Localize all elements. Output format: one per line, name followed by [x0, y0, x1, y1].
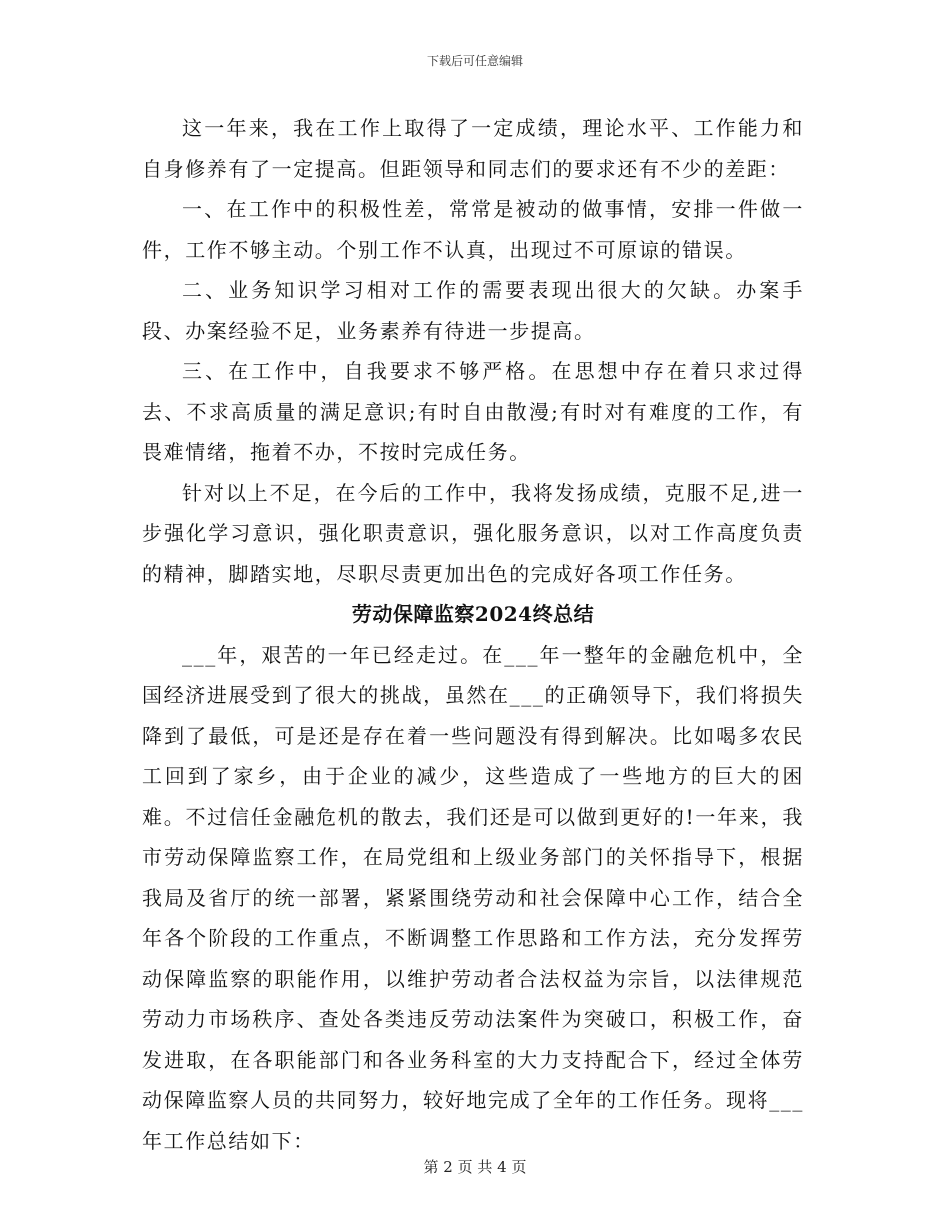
- paragraph-improvement: 针对以上不足，在今后的工作中，我将发扬成绩，克服不足,进一步强化学习意识，强化职责意识，强化服务意识，以对工作高度负责的精神，脚踏实地，尽职尽责更加出色的完成好各项工作任务。: [142, 480, 804, 586]
- section-title: 劳动保障监察2024终总结: [351, 602, 595, 626]
- page-number: 第 2 页 共 4 页: [423, 1158, 527, 1176]
- paragraph-point-2: 二、业务知识学习相对工作的需要表现出很大的欠缺。办案手段、办案经验不足，业务素养有待进一步提高。: [142, 278, 804, 343]
- paragraph-point-1: 一、在工作中的积极性差，常常是被动的做事情，安排一件做一件，工作不够主动。个别工作不认真，出现过不可原谅的错误。: [142, 197, 804, 262]
- header-note: 下载后可任意编辑: [426, 54, 523, 68]
- paragraph-summary: ___年，艰苦的一年已经走过。在___年一整年的金融危机中，全国经济进展受到了很大的挑战，虽然在___的正确领导下，我们将损失降到了最低，可是还是存在着一些问题没有得到解决。比如喝多农民工回到了家乡，由于企业的减少，这些造成了一些地方的巨大的困难。不过信任金融危机的散去，我们还是可以做到更好的!一年来，我市劳动保障监察工作，在局党组和上级业务部门的关怀指导下，根据我局及省厅的统一部署，紧紧围绕劳动和社会保障中心工作，结合全年各个阶段的工作重点，不断调整工作思路和工作方法，充分发挥劳动保障监察的职能作用，以维护劳动者合法权益为宗旨，以法律规范劳动力市场秩序、查处各类违反劳动法案件为突破口，积极工作，奋发进取，在各职能部门和各业务科室的大力支持配合下，经过全体劳动保障监察人员的共同努力，较好地完成了全年的工作任务。现将___年工作总结如下：: [142, 642, 804, 1153]
- paragraph-intro: 这一年来，我在工作上取得了一定成绩，理论水平、工作能力和自身修养有了一定提高。但距领导和同志们的要求还有不少的差距：: [142, 116, 804, 181]
- document-body: [142, 108, 804, 1161]
- paragraph-point-3: 三、在工作中，自我要求不够严格。在思想中存在着只求过得去、不求高质量的满足意识;有时自由散漫;有时对有难度的工作，有畏难情绪，拖着不办，不按时完成任务。: [142, 359, 804, 464]
